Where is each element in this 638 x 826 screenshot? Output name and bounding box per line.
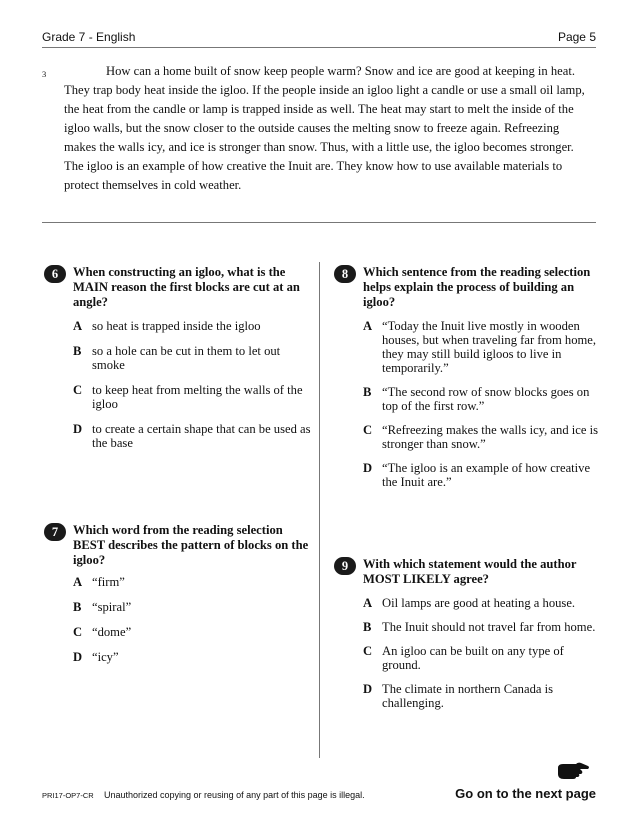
answer-option-c[interactable]: C An igloo can be built on any type of ground.: [363, 644, 564, 672]
option-text: “The igloo is an example of how creative the Inuit are.”: [382, 461, 591, 489]
grade-label: Grade 7 - English: [42, 30, 136, 44]
option-text: “dome”: [92, 625, 132, 639]
pointing-hand-icon: [556, 760, 590, 780]
answer-option-c[interactable]: C to keep heat from melting the walls of the igloo: [73, 383, 303, 411]
answer-option-b[interactable]: B The Inuit should not travel far from home.: [363, 620, 596, 634]
option-text: “Refreezing makes the walls icy, and ice is stronger than snow.”: [382, 423, 598, 451]
answer-option-b[interactable]: B so a hole can be cut in them to let out smoke: [73, 344, 281, 372]
question-8: [341, 265, 599, 489]
option-text: “The second row of snow blocks goes on top of the first row.”: [382, 385, 590, 413]
page-header: [42, 30, 596, 48]
option-text: “spiral”: [92, 600, 132, 614]
answer-option-d[interactable]: D “icy”: [73, 650, 119, 664]
option-text: The Inuit should not travel far from home.: [382, 620, 596, 634]
copyright-notice: Unauthorized copying or reusing of any part of this page is illegal.: [104, 790, 365, 800]
question-stem: When constructing an igloo, what is the MAIN reason the first blocks are cut at an angle?: [73, 265, 300, 309]
header-divider: [42, 47, 596, 48]
question-number-badge: 7: [44, 523, 66, 541]
option-text: to keep heat from melting the walls of the igloo: [92, 383, 303, 411]
form-code: PRI17-OP7-CR: [42, 791, 94, 800]
question-number-badge: 9: [334, 557, 356, 575]
option-text: The climate in northern Canada is challenging.: [382, 682, 554, 710]
question-6: [51, 265, 311, 450]
answer-option-d[interactable]: D “The igloo is an example of how creative the Inuit are.”: [363, 461, 591, 489]
question-number-badge: 8: [334, 265, 356, 283]
option-text: Oil lamps are good at heating a house.: [382, 596, 576, 610]
option-text: “icy”: [92, 650, 119, 664]
go-on-next-page-label: Go on to the next page: [455, 786, 596, 801]
answer-option-d[interactable]: D The climate in northern Canada is challenging.: [363, 682, 554, 710]
answer-option-c[interactable]: C “Refreezing makes the walls icy, and ice is stronger than snow.”: [363, 423, 598, 451]
answer-option-b[interactable]: B “spiral”: [73, 600, 132, 614]
answer-option-a[interactable]: A so heat is trapped inside the igloo: [73, 319, 261, 333]
answer-option-d[interactable]: D to create a certain shape that can be used as the base: [73, 422, 311, 450]
option-text: so heat is trapped inside the igloo: [92, 319, 261, 333]
answer-option-a[interactable]: A “Today the Inuit live mostly in wooden houses, but when traveling far from home, they may still build igloos to live in temporarily.”: [363, 319, 597, 375]
answer-option-c[interactable]: C “dome”: [73, 625, 132, 639]
option-text: “firm”: [92, 575, 125, 589]
question-stem: Which sentence from the reading selection helps explain the process of building an igloo?: [363, 265, 591, 309]
paragraph-number: 3: [42, 69, 47, 79]
option-text: to create a certain shape that can be used as the base: [92, 422, 311, 450]
column-divider: [319, 262, 320, 758]
answer-option-a[interactable]: A Oil lamps are good at heating a house.: [363, 596, 576, 610]
option-text: so a hole can be cut in them to let out smoke: [92, 344, 281, 372]
option-text: An igloo can be built on any type of ground.: [382, 644, 564, 672]
reading-passage: [42, 62, 590, 195]
question-number-badge: 6: [44, 265, 66, 283]
question-7: [51, 523, 311, 664]
answer-option-a[interactable]: A “firm”: [73, 575, 125, 589]
section-divider: [42, 222, 596, 223]
question-9: [341, 557, 599, 710]
paragraph-text: How can a home built of snow keep people warm? Snow and ice are good at keeping in heat. They trap body heat inside the igloo. If the people inside an igloo light a candle or use a small oil lamp, the heat from the candle or lamp is trapped inside as well. The heat may start to melt the inside of the igloo walls, but the snow closer to the outside causes the melting snow to freeze again. Refreezing makes the walls icy, and ice is stronger than snow. Thus, with a little use, the igloo becomes stronger. The igloo is an example of how creative the Inuit are. They know how to use available materials to protect themselves in cold weather.: [64, 64, 585, 192]
question-stem: With which statement would the author MOST LIKELY agree?: [363, 557, 577, 586]
answer-option-b[interactable]: B “The second row of snow blocks goes on top of the first row.”: [363, 385, 590, 413]
page-number: Page 5: [557, 30, 596, 44]
question-stem: Which word from the reading selection BEST describes the pattern of blocks on the igloo?: [73, 523, 309, 567]
option-text: “Today the Inuit live mostly in wooden houses, but when traveling far from home, they may still build igloos to live in temporarily.”: [382, 319, 597, 375]
